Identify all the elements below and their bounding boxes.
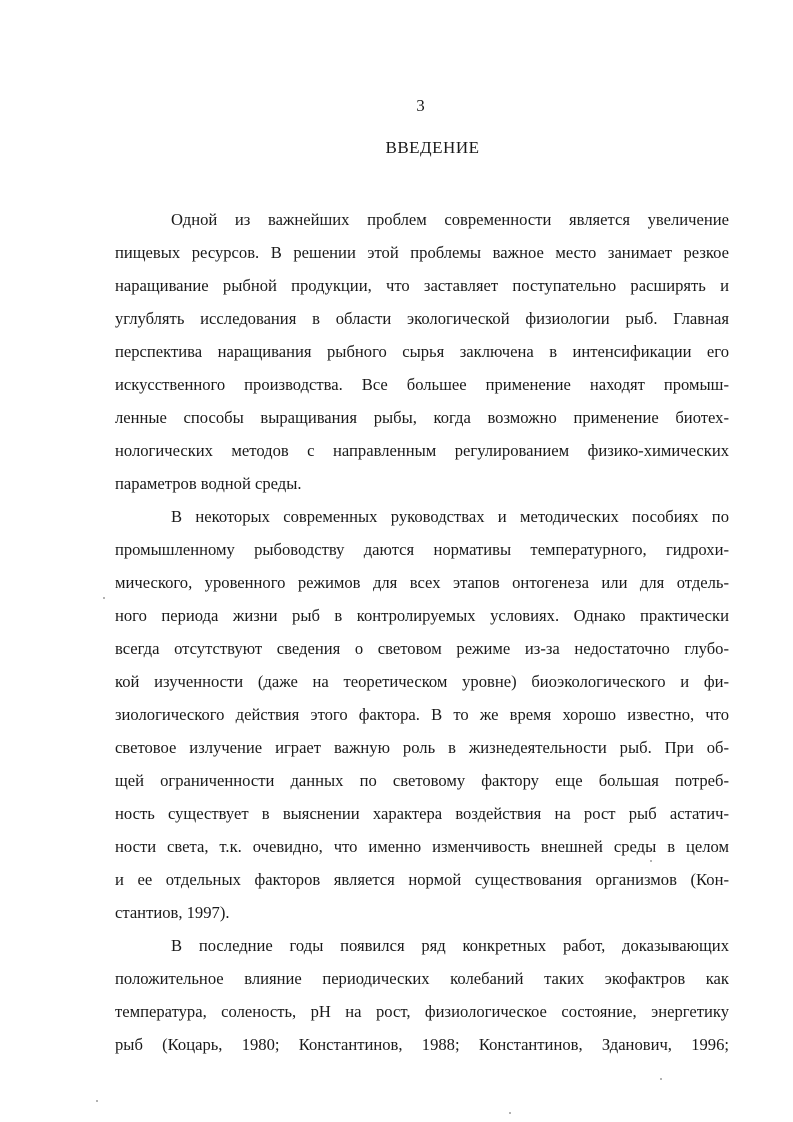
text-line: промышленному рыбоводству даются нормативы температурного, гидрохи- bbox=[115, 540, 729, 559]
paragraph-2 bbox=[115, 500, 729, 929]
scan-speck bbox=[660, 1078, 662, 1080]
text-line: мического, уровенного режимов для всех этапов онтогенеза или для отдель- bbox=[115, 573, 729, 592]
text-line: В последние годы появился ряд конкретных работ, доказывающих bbox=[171, 936, 729, 955]
text-line: ленные способы выращивания рыбы, когда возможно применение биотех- bbox=[115, 408, 729, 427]
text-line: ного периода жизни рыб в контролируемых условиях. Однако практически bbox=[115, 606, 729, 625]
text-line: В некоторых современных руководствах и методических пособиях по bbox=[171, 507, 729, 526]
text-line: углублять исследования в области экологической физиологии рыб. Главная bbox=[115, 309, 729, 328]
text-line: всегда отсутствуют сведения о световом режиме из-за недостаточно глубо- bbox=[115, 639, 729, 658]
scan-speck bbox=[103, 597, 105, 599]
scan-speck bbox=[96, 1100, 98, 1102]
page-number: 3 bbox=[416, 96, 425, 115]
text-line: зиологического действия этого фактора. В то же время хорошо известно, что bbox=[115, 705, 729, 724]
section-heading: ВВЕДЕНИЕ bbox=[385, 138, 480, 157]
text-line: ности света, т.к. очевидно, что именно изменчивость внешней среды в целом bbox=[115, 837, 729, 856]
body-text bbox=[115, 203, 729, 1061]
text-line: кой изученности (даже на теоретическом уровне) биоэкологического и фи- bbox=[115, 672, 729, 691]
text-line: щей ограниченности данных по световому фактору еще большая потреб- bbox=[115, 771, 729, 790]
text-line: стантиов, 1997). bbox=[115, 903, 230, 922]
text-line: параметров водной среды. bbox=[115, 474, 302, 493]
text-line: наращивание рыбной продукции, что заставляет поступательно расширять и bbox=[115, 276, 729, 295]
text-line: положительное влияние периодических колебаний таких экофактров как bbox=[115, 969, 729, 988]
text-line: Одной из важнейших проблем современности является увеличение bbox=[171, 210, 729, 229]
paragraph-1 bbox=[115, 203, 729, 500]
text-line: ность существует в выяснении характера воздействия на рост рыб астатич- bbox=[115, 804, 729, 823]
text-line: нологических методов с направленным регулированием физико-химических bbox=[115, 441, 729, 460]
text-line: искусственного производства. Все большее применение находят промыш- bbox=[115, 375, 729, 394]
text-line: рыб (Коцарь, 1980; Константинов, 1988; Константинов, Зданович, 1996; bbox=[115, 1035, 729, 1054]
text-line: и ее отдельных факторов является нормой существования организмов (Кон- bbox=[115, 870, 729, 889]
scan-speck bbox=[650, 860, 652, 862]
scan-speck bbox=[509, 1112, 511, 1114]
text-line: световое излучение играет важную роль в жизнедеятельности рыб. При об- bbox=[115, 738, 729, 757]
text-line: температура, соленость, pH на рост, физиологическое состояние, энергетику bbox=[115, 1002, 729, 1021]
text-line: перспектива наращивания рыбного сырья заключена в интенсификации его bbox=[115, 342, 729, 361]
text-line: пищевых ресурсов. В решении этой проблемы важное место занимает резкое bbox=[115, 243, 729, 262]
paragraph-3 bbox=[115, 929, 729, 1061]
